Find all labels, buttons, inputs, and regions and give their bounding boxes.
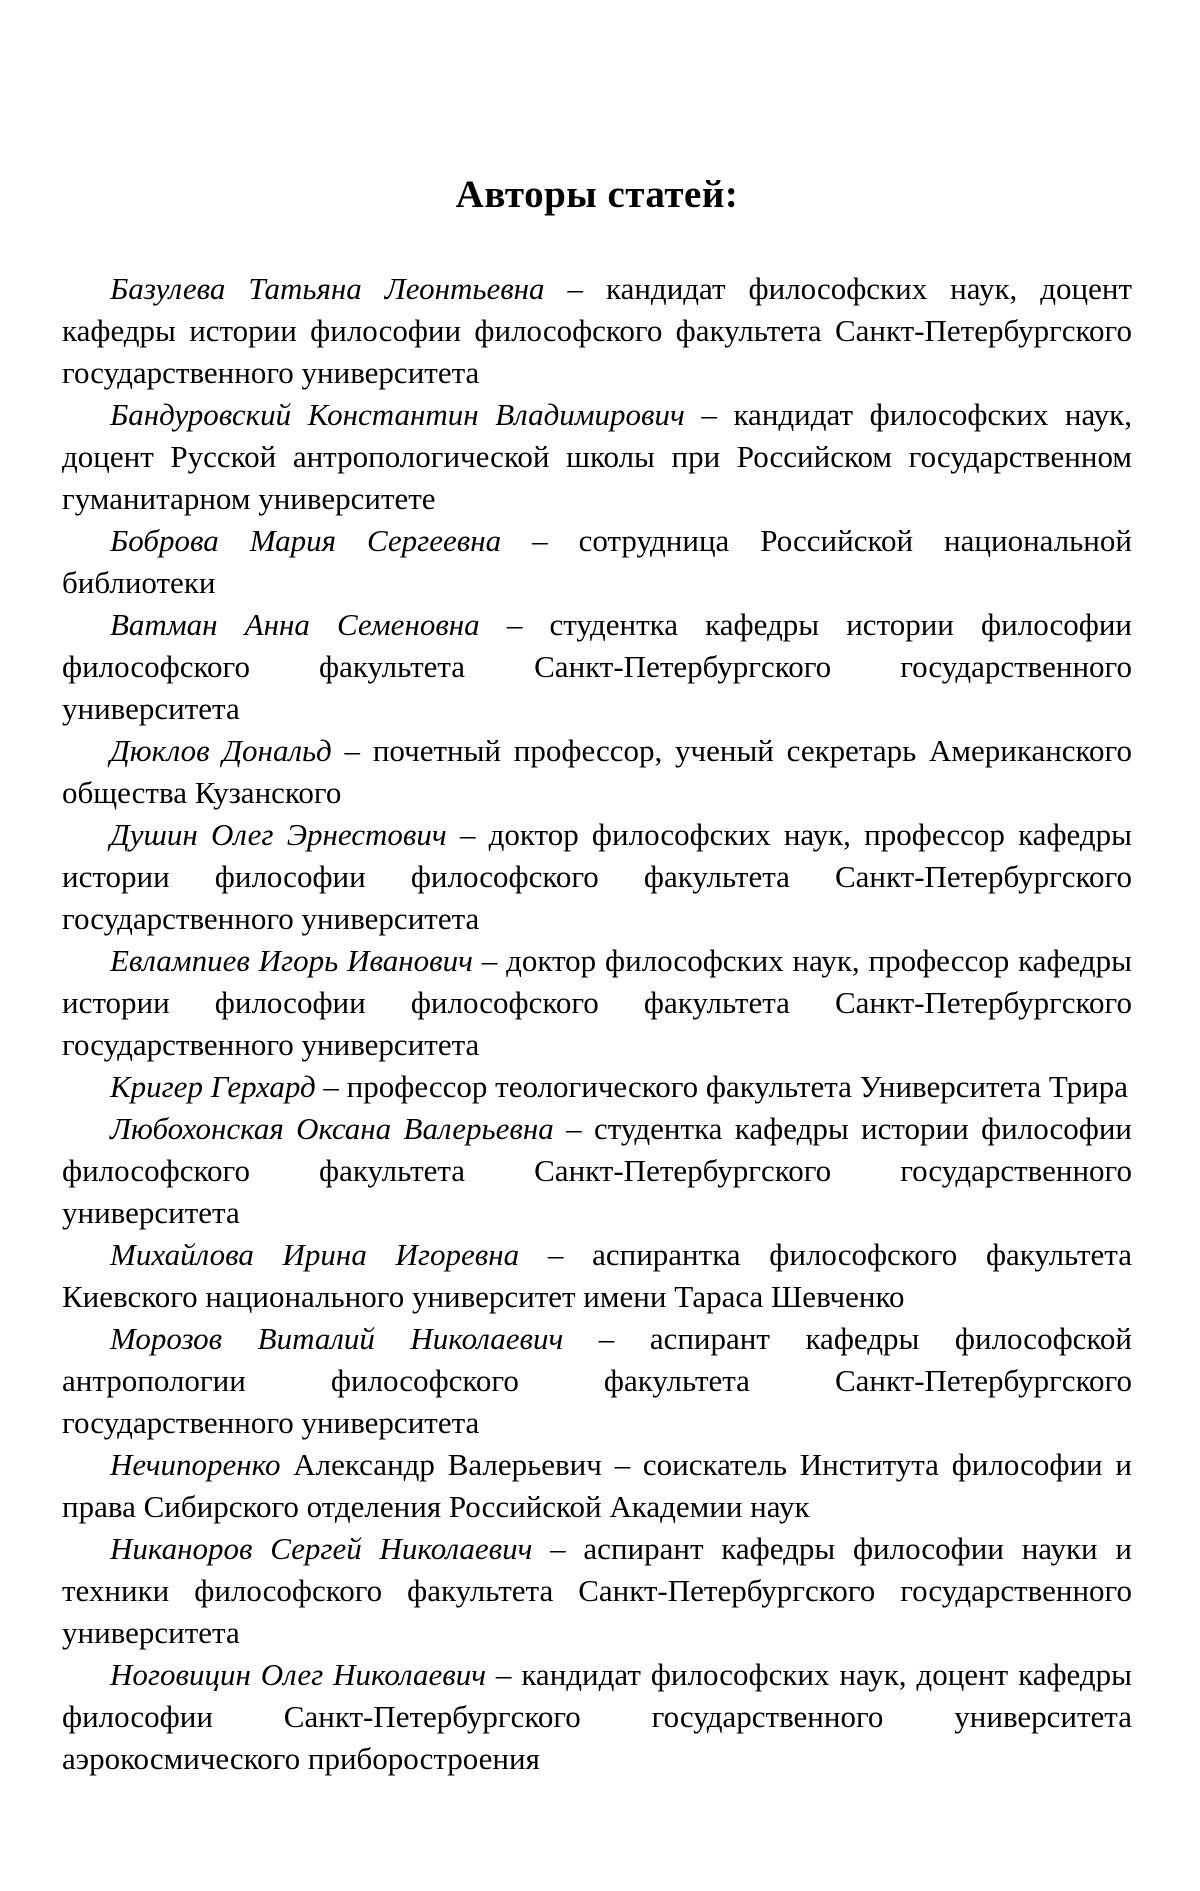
author-entry [62, 1444, 1132, 1528]
author-description: – студентка кафедры истории философии философского факультета Санкт-Петербургского государственного университета [62, 607, 1132, 726]
author-surname: Нечипоренко [110, 1447, 281, 1482]
author-name: Боброва Мария Сергеевна [110, 523, 502, 558]
author-entry [62, 1066, 1132, 1108]
author-entry [62, 520, 1132, 604]
author-description: – кандидат философских наук, доцент кафедры философии Санкт-Петербургского государственного университета аэрокосмического приборостроения [62, 1657, 1132, 1776]
author-description: – студентка кафедры истории философии философского факультета Санкт-Петербургского государственного университета [62, 1111, 1133, 1230]
author-entry [62, 1654, 1132, 1780]
author-name: Михайлова Ирина Игоревна [110, 1237, 520, 1272]
author-entry [62, 940, 1132, 1066]
author-description: – аспирант кафедры философии науки и техники философского факультета Санкт-Петербургского государственного университета [62, 1531, 1132, 1650]
author-entry [62, 1528, 1132, 1654]
author-description: – соискатель Института философии и права Сибирского отделения Российской Академии наук [62, 1447, 1132, 1524]
author-entry [62, 1234, 1132, 1318]
author-description: – сотрудница Российской национальной библиотеки [62, 523, 1132, 600]
authors-list [62, 268, 1132, 1780]
author-name: Бандуровский Константин Владимирович [110, 397, 685, 432]
author-description: – почетный профессор, ученый секретарь Американского общества Кузанского [62, 733, 1132, 810]
author-entry [62, 730, 1132, 814]
author-name: Никаноров Сергей Николаевич [110, 1531, 533, 1566]
author-name: Ноговицин Олег Николаевич [110, 1657, 487, 1692]
page-title: Авторы статей: [455, 173, 739, 216]
author-entry [62, 1108, 1132, 1234]
author-entry [62, 604, 1132, 730]
author-description: – кандидат философских наук, доцент кафедры истории философии философского факультета Санкт-Петербургского государственного университета [62, 271, 1132, 390]
author-name: Кригер Герхард [110, 1069, 316, 1104]
author-entry [62, 394, 1132, 520]
author-name: Ватман Анна Семеновна [110, 607, 480, 642]
author-description: – аспирант кафедры философской антропологии философского факультета Санкт-Петербургского государственного университета [62, 1321, 1132, 1440]
author-name: Евлампиев Игорь Иванович [110, 943, 473, 978]
author-entry [62, 1318, 1132, 1444]
author-description: – доктор философских наук, профессор кафедры истории философии философского факультета Санкт-Петербургского государственного университета [62, 943, 1132, 1062]
author-given-names: Александр Валерьевич [280, 1447, 602, 1482]
author-name: Душин Олег Эрнестович [110, 817, 447, 852]
author-description: – аспирантка философского факультета Киевского национального университет имени Тараса Шевченко [62, 1237, 1132, 1314]
author-entry [62, 814, 1132, 940]
author-name: Дюклов Дональд [110, 733, 332, 768]
author-name: Любохонская Оксана Валерьевна [110, 1111, 554, 1146]
author-name: Базулева Татьяна Леонтьевна [110, 271, 545, 306]
author-entry [62, 268, 1132, 394]
author-description: – профессор теологического факультета Университета Трира [315, 1069, 1128, 1104]
author-description: – доктор философских наук, профессор кафедры истории философии философского факультета Санкт-Петербургского государственного университета [62, 817, 1132, 936]
author-description: – кандидат философских наук, доцент Русской антропологической школы при Российском государственном гуманитарном университете [62, 397, 1132, 516]
author-name: Морозов Виталий Николаевич [110, 1321, 564, 1356]
